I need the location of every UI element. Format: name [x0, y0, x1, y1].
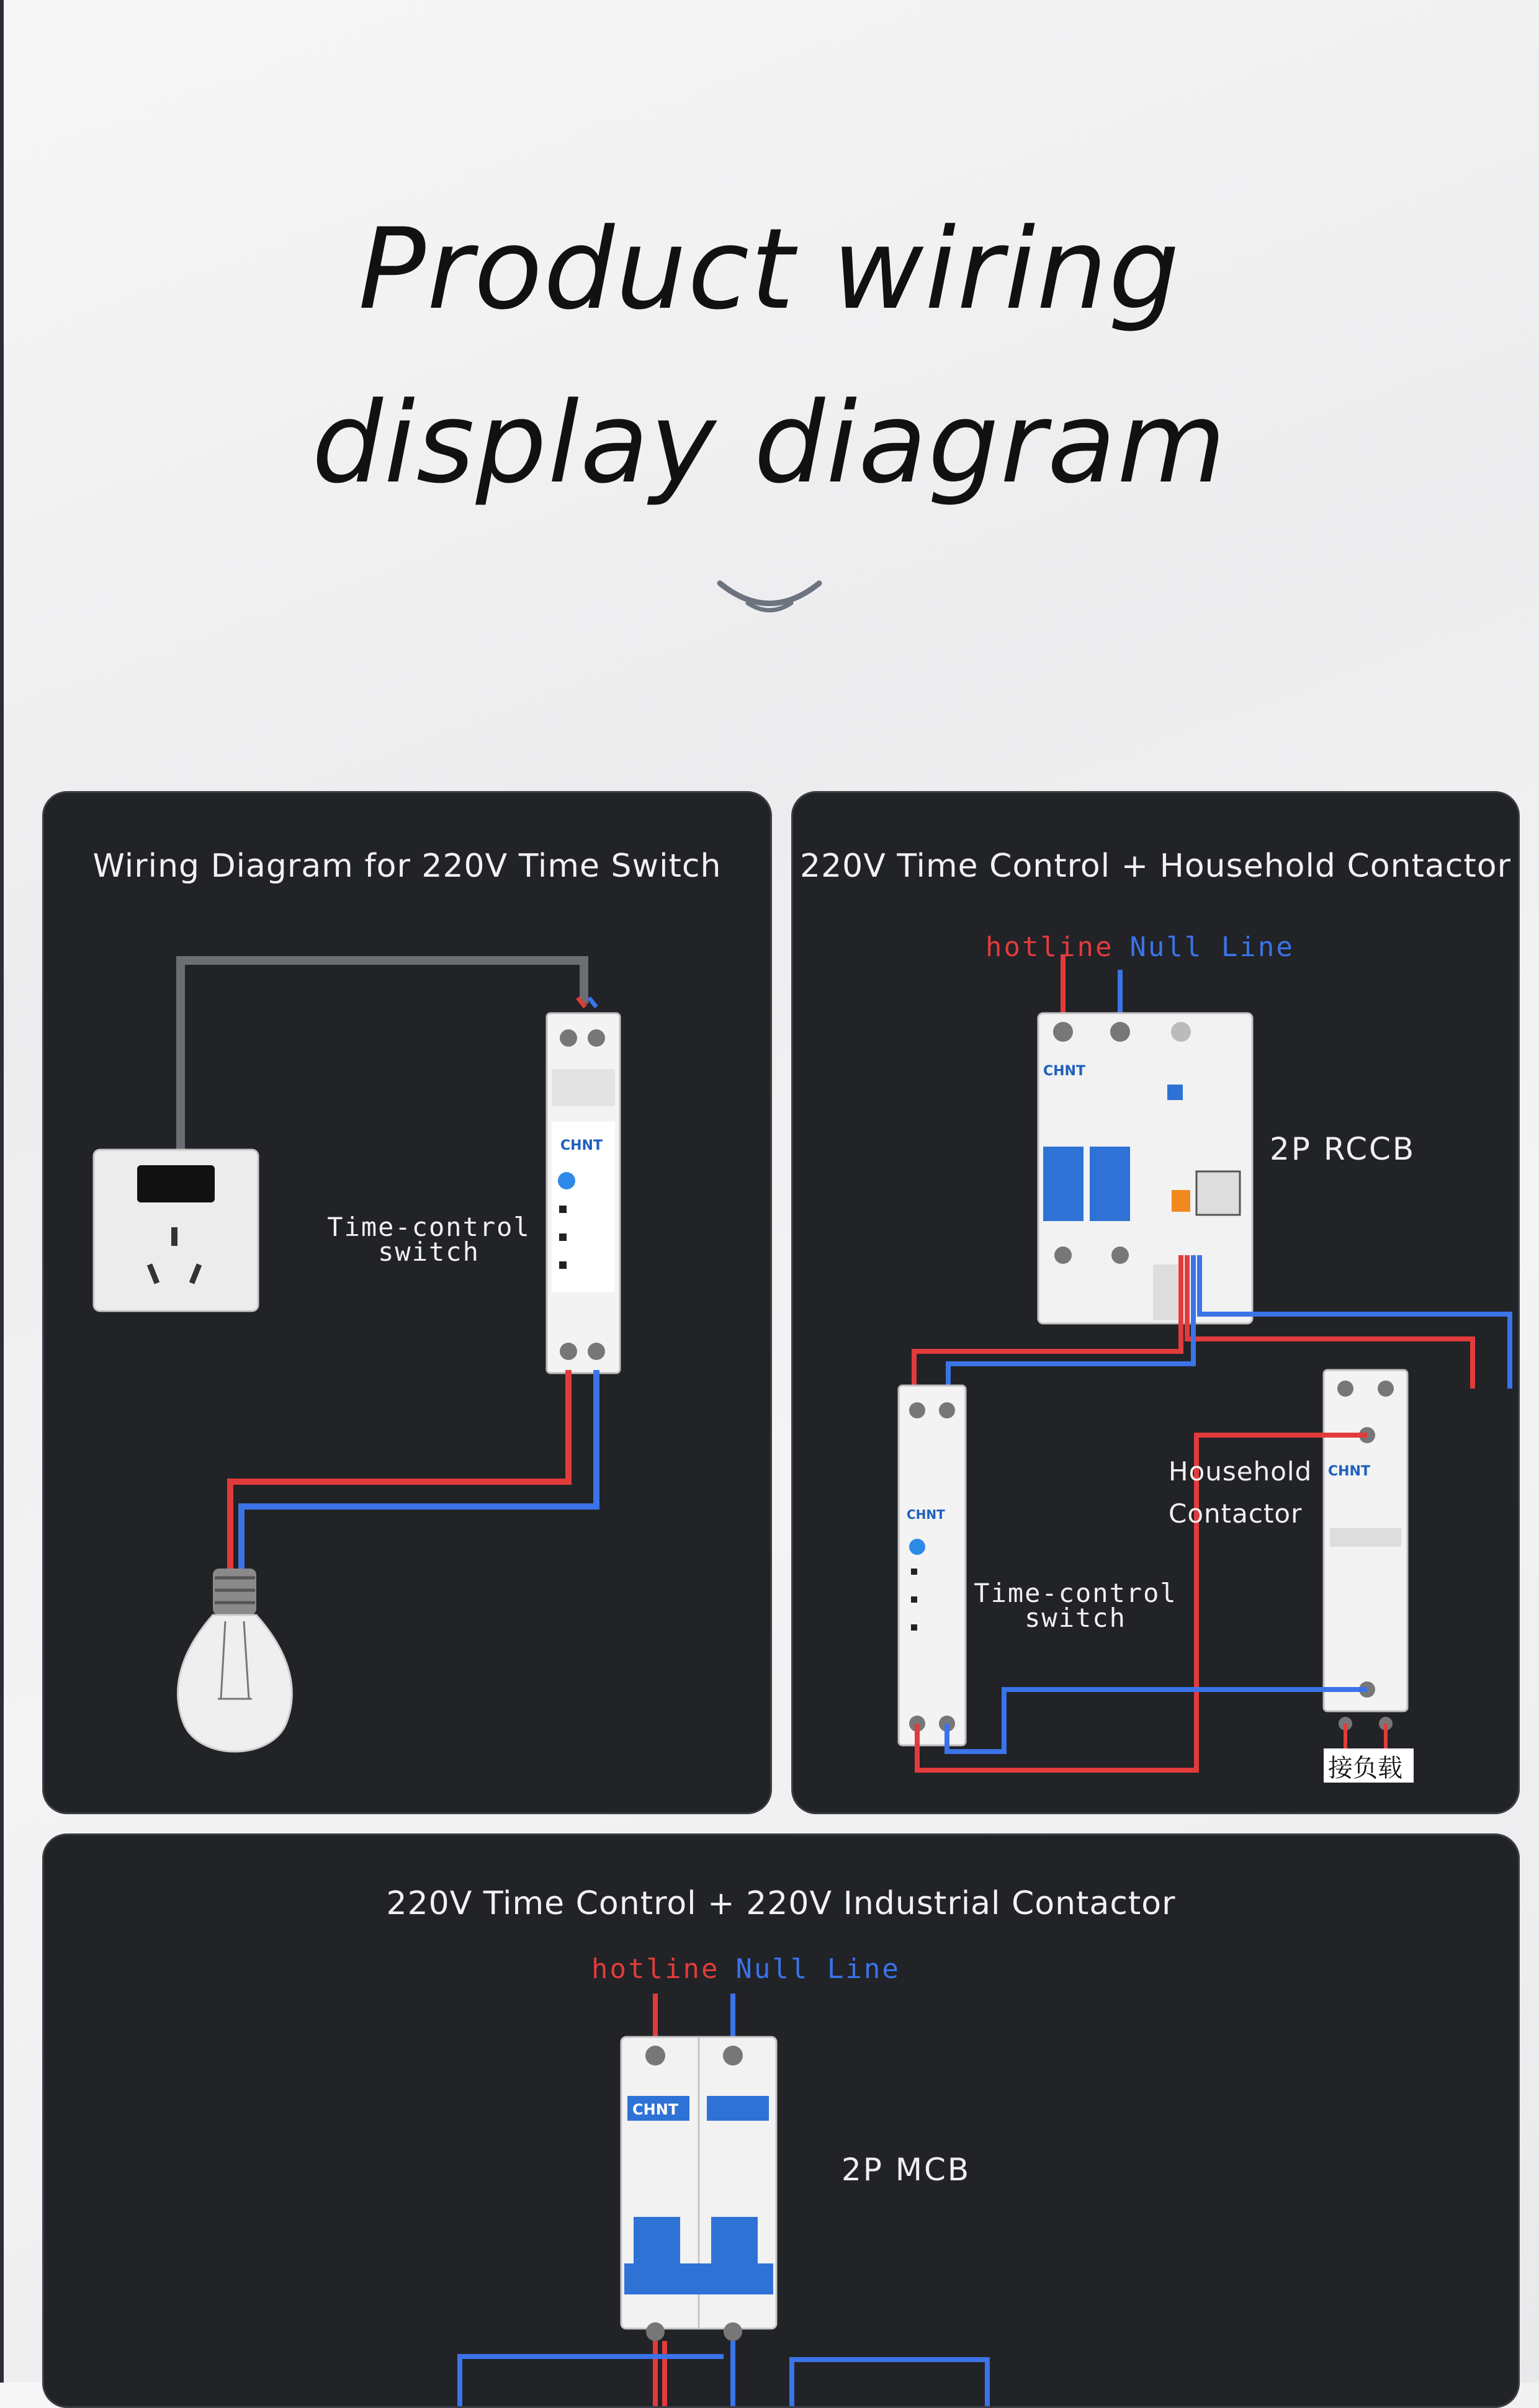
hotline-label: hotline [591, 1953, 720, 1985]
switch-label-line1: Time-control [974, 1578, 1177, 1608]
load-tag: 接负载 [1328, 1754, 1402, 1783]
time-switch-device [547, 1013, 620, 1373]
brand-text: CHNT [907, 1507, 945, 1522]
panel-industrial-contactor [42, 1833, 1520, 2408]
brand-text: CHNT [632, 2101, 679, 2118]
light-bulb-icon [178, 1569, 292, 1752]
wiring-diagram-1 [44, 793, 770, 1812]
contactor-device [1324, 1370, 1407, 1730]
contactor-label [1169, 1451, 1312, 1535]
time-switch-device [899, 1385, 966, 1745]
rccb-label: 2P RCCB [1270, 1131, 1416, 1167]
switch-label [973, 1578, 1178, 1633]
null-line-label: Null Line [1129, 931, 1294, 963]
mcb-label: 2P MCB [841, 2152, 971, 2188]
switch-label-line2: switch [1025, 1603, 1126, 1633]
switch-label-line1: Time-control [327, 1212, 531, 1242]
panel-title: 220V Time Control + Household Contactor [800, 848, 1511, 885]
page-title-line2: display diagram [312, 378, 1227, 508]
panel-title: Wiring Diagram for 220V Time Switch [92, 848, 722, 885]
mcb-device [621, 2037, 776, 2341]
brand-text: CHNT [1043, 1063, 1085, 1079]
power-cable [181, 960, 584, 1153]
panel-household-contactor [791, 791, 1520, 1814]
null-line-label: Null Line [735, 1953, 900, 1985]
contactor-label-line1: Household [1169, 1456, 1312, 1487]
chevron-down-icon [714, 565, 825, 633]
wiring-diagram-2 [793, 793, 1518, 1812]
page-title-line1: Product wiring [358, 205, 1181, 334]
panel-time-switch [42, 791, 772, 1814]
brand-text: CHNT [1328, 1464, 1370, 1479]
brand-text: CHNT [560, 1138, 603, 1153]
wall-socket-icon [94, 1150, 258, 1311]
contactor-label-line2: Contactor [1169, 1498, 1303, 1529]
panel-title: 220V Time Control + 220V Industrial Contactor [386, 1885, 1176, 1922]
rccb-device [1038, 1013, 1252, 1323]
wiring-diagram-3 [44, 1835, 1518, 2406]
switch-label [326, 1212, 531, 1267]
hotline-label: hotline [985, 931, 1114, 963]
page-left-edge [0, 0, 4, 2383]
switch-label-line2: switch [378, 1237, 480, 1267]
